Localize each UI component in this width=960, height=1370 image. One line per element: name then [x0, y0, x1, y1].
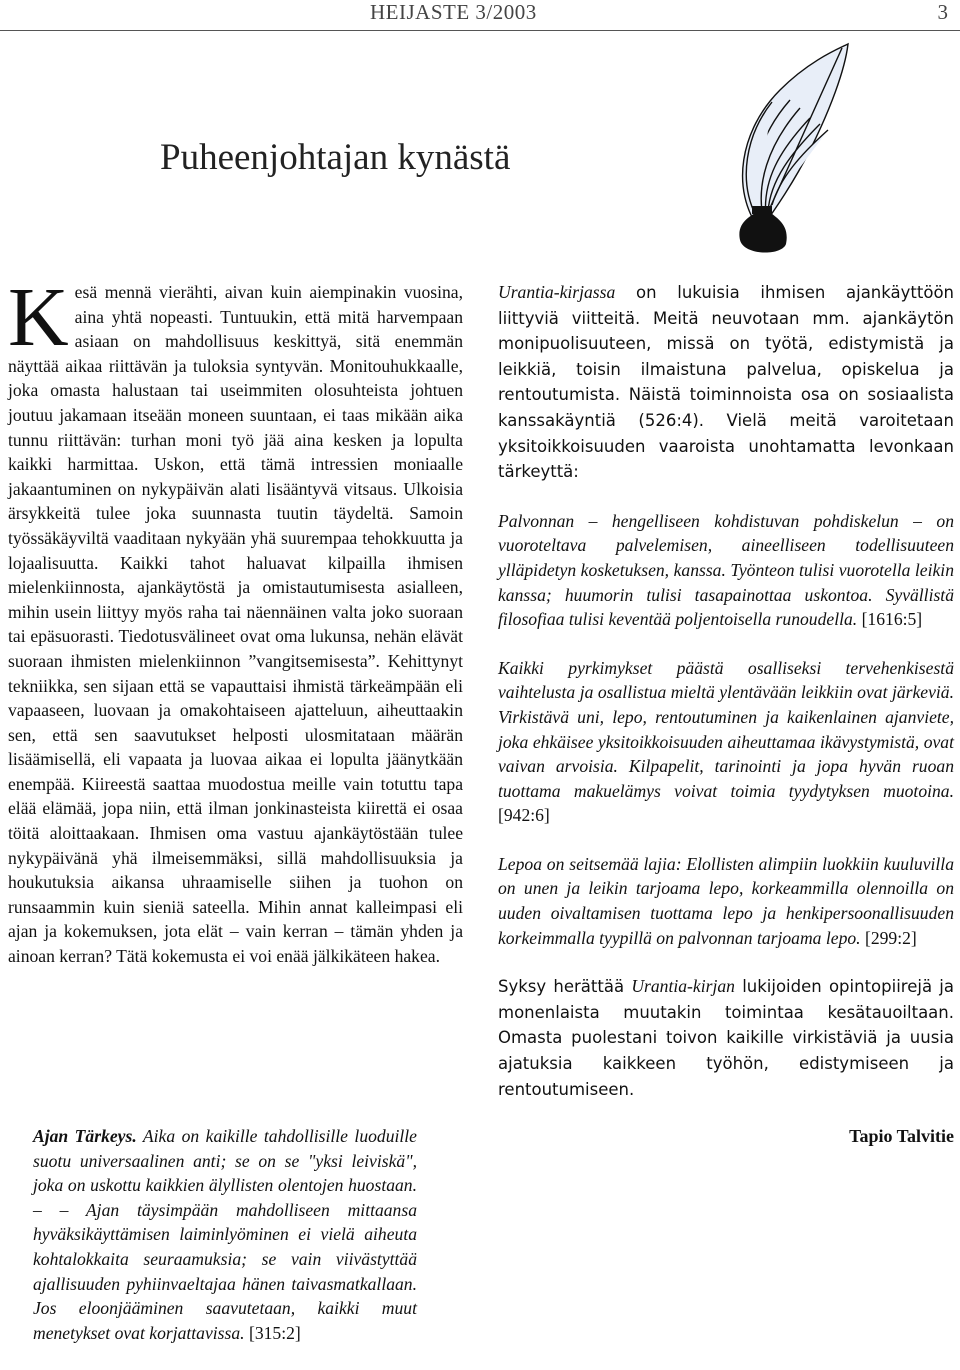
- left-column: [8, 271, 463, 969]
- closing-text-b: lukijoiden opintopiirejä ja monenlaista muutakin toimintaa kesätauoiltaan. Omasta puolestani toivon kaikille virkistäviä ja uusia ajatuksia kaikkeen työhön, edistymiseen ja rentoutumiseen.: [498, 977, 954, 1099]
- right-intro-paragraph: [498, 280, 954, 485]
- publication-title: HEIJASTE 3/2003: [370, 0, 537, 24]
- intro-paragraph: esä mennä vierähti, aivan kuin aiempinakin vuosina, aina yhtä nopeasti. Tuntuukin, että mitä harvempaan asiaan on mahdollisuus keskittyä, sitä enemmän näyttää aikaa riittävän ja tuloksia syntyvän. Monitouhukkaalle, joka omasta halustaan tai useimmiten olosuhteista johtuen joutuu jakamaan itseään moneen suuntaan, ei taas mikään aika tunnu riittävän: turhan moni työ jää aina kesken ja lopulta kaikki harmittaa. Uskon, että tämä intressien moniaalle jakaantuminen on nykypäivän alati lisääntyvä vitsaus. Ulkoisia ärsykkeitä tulee joka suunnasta tuutin täydeltä. Samoin työssäkäyviltä vaaditaan nykyään yhä suurempaa tehokkuutta ja lojaalisuutta. Kaikki tahot haluavat kilpailla ihmisen mielenkiinnosta, ajankäytöstä ja omistautumisesta asialleen, mihin usein liittyy myös raha tai näennäinen valta joko suoraan tai epäsuorasti. Tiedotusvälineet ovat oma lukunsa, nehän elävät suoraan ihmisten mielenkiinnon ”vangitsemisesta”. Kehittynyt tekniikka, sen sijaan että se vapauttaisi ihmistä tärkeämpään eli vapaaseen, luovaan ja omakohtaiseen ajatteluun, aiheuttaakin sen, että sen saavutukset helposti ulosmitataan määrän lisäämisellä, eli vapaata ja luovaa aikaa ei lopulta jäänytkään enempää. Kiireestä saattaa muodostua meille vain totuttu tapa elää elämää, jopa niin, että ilman jonkinasteista kiirettä ei osaa töitä aloittaakaan. Ihmisen oma vastuu ajankäytöstään tulee nykypäivänä yhä ilmeisemmäksi, sillä mahdollisuuksia ja houkutuksia aikansa uhraamiselle siihen ja tuohon on runsaammin kuin sieniä sateella. Mihin annat kalleimpasi eli ajan ja kokemuksen, jota elät – vain kerran – tämän yhden ja ainoan kerran? Tätä kokemusta ei voi enää jälkikäteen hakea.: [8, 282, 463, 967]
- closing-paragraph: [498, 974, 954, 1102]
- drop-cap: K: [8, 271, 69, 364]
- quote-rest-text: Lepoa on seitsemää lajia: Elollisten alimpiin luokkiin kuuluvilla on unen ja leikin tarjoama lepo, korkeammilla olennoilla on uuden oivaltamisen tuottama lepo ja henkipersoonallisuuden korkeimmalla tyypillä on palvonnan tarjoama lepo.: [498, 853, 954, 948]
- quote-recreation-text: Kaikki pyrkimykset päästä osalliseksi tervehenkisestä vaihtelusta ja osallistua mieltä ylentävään leikkiin ovat järkeviä. Virkistävä uni, lepo, rentoutuminen ja kaikenlainen ajanviete, joka ehkäisee yksitoikkoisuuden aiheuttamaa ikävystymistä, ovat vaivan arvoisia. Kilpapelit, tarinointi ja jopa hyvän ruoan tuottama makuelämys voivat toimia tyydytyksen muotoina.: [498, 657, 954, 801]
- quote-reference: [315:2]: [248, 1322, 301, 1343]
- time-importance-quote: [33, 1124, 417, 1345]
- quote-recreation: [498, 656, 954, 828]
- quote-rest: [498, 852, 954, 950]
- quote-body: Aika on kaikille tahdollisille luoduille suotu universaalinen anti; se on se "yksi leiviskä", joka on uskottu kaikkien älyllisten olentojen huostaan. – – Ajan täysimpään mahdolliseen mittaansa hyväksikäyttämisen laiminlyöminen ei vielä aiheuta kohtalokkaita seuraamuksia; se vain viivästyttää ajallisuuden pyhiinvaeltajaa hänen taivasmatkallaan. Jos eloonjääminen saavutetaan, kaikki muut menetykset ovat korjattavissa.: [33, 1126, 417, 1343]
- right-intro-text: on lukuisia ihmisen ajankäyttöön liittyviä viitteitä. Meitä neuvotaan mm. ajankäytön monipuolisuuteen, missä on työtä, edistymistä ja leikkiä, toisin ilmaistuna palvelua, opiskelua ja rentoutumista. Näistä toiminnoista osa on sosiaalista kanssakäyntiä (526:4). Vielä meitä varoitetaan yksitoikkoisuuden vaaroista unohtamatta levonkaan tärkeyttä:: [498, 283, 954, 482]
- page-number: 3: [937, 0, 948, 24]
- quote-recreation-ref: [942:6]: [498, 805, 550, 826]
- book-title: Urantia-kirjassa: [498, 282, 616, 302]
- right-column: [498, 280, 954, 1149]
- quote-title: Ajan Tärkeys.: [33, 1126, 137, 1146]
- author-signature: Tapio Talvitie: [849, 1126, 954, 1147]
- quote-worship: [498, 509, 954, 632]
- article-headline: Puheenjohtajan kynästä: [160, 137, 511, 178]
- page-header: [0, 0, 960, 31]
- closing-book-title: Urantia-kirjan: [631, 976, 735, 997]
- quill-inkwell-icon: [700, 40, 850, 262]
- quote-rest-ref: [299:2]: [864, 927, 917, 948]
- quote-worship-text: Palvonnan – hengelliseen kohdistuvan pohdiskelun – on vuoroteltava palvelemisen, aineelliseen todellisuuteen ylläpidetyn kosketuksen, kanssa. Työnteon tulisi vuorotella leikin kanssa; huumorin tulisi tasapainottaa uskontoa. Syvällistä filosofiaa tulisi keventää poljentoisella runoudella.: [498, 510, 954, 630]
- closing-text-a: Syksy herättää: [498, 977, 632, 997]
- quote-worship-ref: [1616:5]: [861, 609, 923, 630]
